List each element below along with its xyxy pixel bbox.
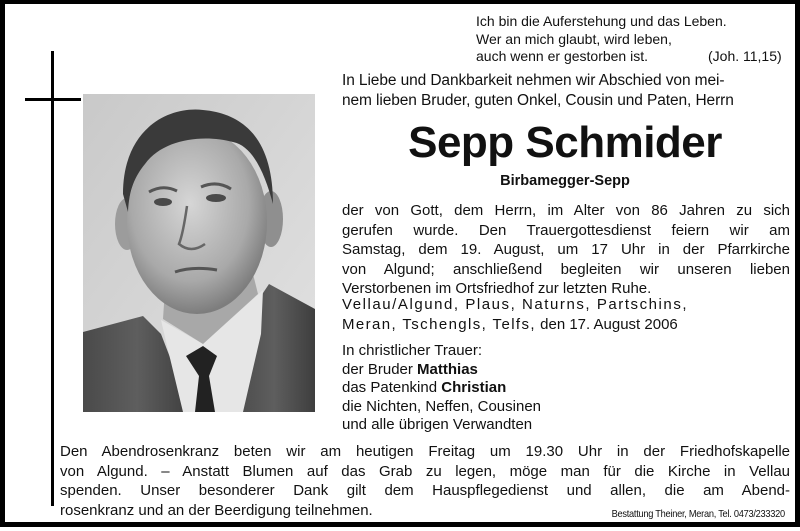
- quote-line: Ich bin die Auferstehung und das Leben.: [476, 13, 727, 29]
- deceased-nickname: Birbamegger-Sepp: [500, 173, 630, 189]
- cross-icon-vertical: [51, 51, 54, 506]
- portrait-image: [83, 94, 315, 412]
- funeral-details: [342, 201, 790, 299]
- intro-line: nem lieben Bruder, guten Onkel, Cousin und Paten, Herrn: [342, 91, 734, 109]
- body-line: gerufen wurde. Den Trauergottesdienst feiern wir am: [342, 221, 790, 239]
- mourners-heading: In christlicher Trauer:: [342, 342, 483, 359]
- intro-text: [342, 71, 790, 110]
- mourner-name: Matthias: [417, 360, 478, 378]
- mourners-list: [342, 342, 642, 435]
- mourner-relation: der Bruder: [342, 360, 418, 378]
- body-line: Verstorbenen im Ortsfriedhof zur letzten Ruhe.: [342, 280, 652, 297]
- footer-line: von Algund. – Anstatt Blumen auf das Grab zu legen, möge man für die Kirche in Vellau: [60, 462, 790, 480]
- mourner-relation: die Nichten, Neffen, Cousinen: [342, 397, 542, 415]
- undertaker-credit: Bestattung Theiner, Meran, Tel. 0473/233320: [611, 508, 785, 520]
- places-line: Vellau/Algund, Plaus, Naturns, Partschins,: [342, 296, 689, 313]
- mourner-entry: [342, 361, 642, 380]
- deceased-name: Sepp Schmider: [408, 118, 722, 167]
- footer-line: rosenkranz und an der Beerdigung teilnehmen.: [60, 501, 373, 519]
- places-line: [342, 315, 790, 335]
- mourner-entry: [342, 379, 642, 398]
- places-list: Meran, Tschengls, Telfs,: [342, 315, 536, 333]
- body-line: der von Gott, dem Herrn, im Alter von 86 Jahren zu sich: [342, 202, 790, 219]
- portrait-photo: [83, 94, 315, 412]
- quote-reference: (Joh. 11,15): [708, 48, 782, 64]
- footer-line: spenden. Unser besonderer Dank gilt dem Hauspflegedienst und allen, die am Abend-: [60, 482, 790, 499]
- places-and-date: [342, 295, 790, 334]
- quote-line: Wer an mich glaubt, wird leben,: [476, 30, 672, 47]
- mourner-name: Christian: [441, 379, 507, 396]
- body-line: Samstag, dem 19. August, um 17 Uhr in der Pfarrkirche: [342, 241, 790, 258]
- intro-line: In Liebe und Dankbarkeit nehmen wir Abschied von mei-: [342, 72, 725, 89]
- mourner-relation: und alle übrigen Verwandten: [342, 416, 533, 433]
- mourner-relation: das Patenkind: [342, 379, 442, 396]
- footer-line: Den Abendrosenkranz beten wir am heutigen Freitag um 19.30 Uhr in der Friedhofskapelle: [60, 443, 790, 460]
- date-text: den 17. August 2006: [535, 315, 678, 333]
- mourner-entry: [342, 416, 642, 435]
- mourner-entry: [342, 398, 642, 417]
- quote-line: auch wenn er gestorben ist.: [476, 48, 648, 64]
- bible-quote: [476, 13, 782, 66]
- cross-icon-horizontal: [25, 98, 81, 101]
- body-line: von Algund; anschließend begleiten wir unseren lieben: [342, 260, 790, 278]
